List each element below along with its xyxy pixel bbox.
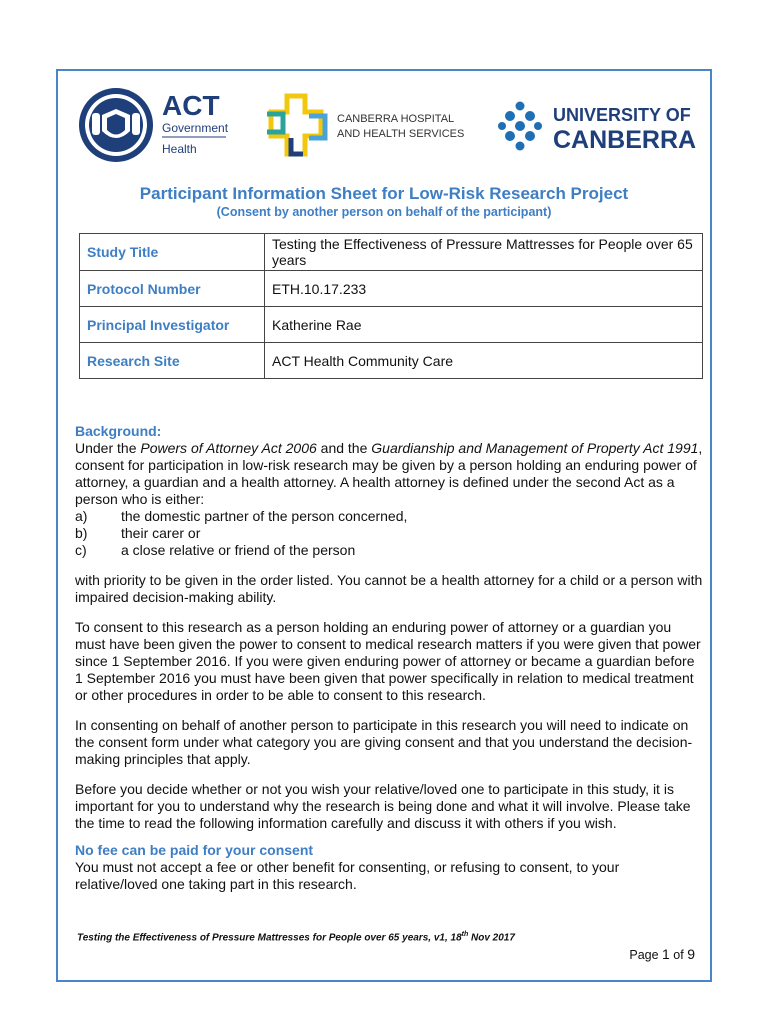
list-item-text: a close relative or friend of the person [121,542,356,558]
list-item-label: b) [75,525,88,541]
act-logo-line1: ACT [162,90,220,121]
background-heading: Background: [75,423,162,439]
chhs-logo-line1: CANBERRA HOSPITAL [337,113,455,125]
list-item [75,508,705,525]
protocol-number-value: ETH.10.17.233 [265,271,703,307]
no-fee-paragraph: You must not accept a fee or other benefit for consenting, or refusing to consent, to your relative/loved one taking part in this research. [75,859,620,892]
priority-paragraph: with priority to be given in the order listed. You cannot be a health attorney for a child or a person with impaired decision-making ability. [75,572,703,605]
study-info-table [79,233,703,379]
list-item [75,525,705,542]
consent-category-paragraph: In consenting on behalf of another person to participate in this research you will need to indicate on the consent form under what category you are giving consent and that you understand the decision-making principles that apply. [75,717,693,767]
research-site-label: Research Site [80,343,265,379]
page-title: Participant Information Sheet for Low-Risk Research Project [139,184,629,203]
decision-paragraph: Before you decide whether or not you wish your relative/loved one to participate in this study, it is important for you to understand why the research is being done and what it will involve. Please take the time to read the following information carefully and discuss it with others if you wish. [75,781,691,831]
chhs-logo-line2: AND HEALTH SERVICES [337,128,465,140]
document-body [75,423,705,893]
intro-text: , consent for participation in low-risk research may be given by a person holding an enduring power of attorney, a guardian and a health attorney. A health attorney is defined under the second Act as a person who is either: [75,440,703,507]
act-name: Guardianship and Management of Property Act 1991 [371,440,699,456]
page-number [629,946,695,962]
list-item-text: their carer or [121,525,201,541]
page-prefix: Page [629,948,663,962]
attorney-list [75,508,705,559]
list-item-label: c) [75,542,87,558]
study-title-value: Testing the Effectiveness of Pressure Mattresses for People over 65 years [265,234,703,271]
page-total: 9 [687,946,695,962]
act-logo-line3: Health [162,142,197,156]
page-subtitle: (Consent by another person on behalf of the participant) [216,205,552,219]
research-site-value: ACT Health Community Care [265,343,703,379]
footer-sup: th [461,931,469,938]
list-item-label: a) [75,508,88,524]
consent-power-paragraph: To consent to this research as a person holding an enduring power of attorney or a guardian you must have been given the power to consent to medical research matters if you were given that power since 1 September 2016. If you were given enduring power of attorney or became a guardian before 1 September 2016 you must have been given that power specifically in relation to medical treatment or other procedures in order to be able to consent to this research. [75,619,701,703]
principal-investigator-value: Katherine Rae [265,307,703,343]
chhs-logo [263,92,478,158]
principal-investigator-label: Principal Investigator [80,307,265,343]
act-name: Powers of Attorney Act 2006 [140,440,317,456]
study-title-label: Study Title [80,234,265,271]
table-row [80,343,703,379]
university-of-canberra-logo [498,98,708,154]
uc-logo-line2: CANBERRA [553,126,697,154]
protocol-number-label: Protocol Number [80,271,265,307]
table-row [80,271,703,307]
page-sep: of [669,948,688,962]
act-logo-line2: Government [162,121,228,135]
list-item [75,542,705,559]
document-footer [77,931,515,943]
uc-logo-line1: UNIVERSITY OF [553,105,691,125]
no-fee-heading: No fee can be paid for your consent [75,842,314,858]
intro-text: Under the [75,440,141,456]
list-item-text: the domestic partner of the person concerned, [121,508,408,524]
table-row [80,307,703,343]
logo-strip [78,85,708,165]
page-current: 1 [662,946,670,962]
table-row [80,234,703,271]
intro-text: and the [316,440,372,456]
background-intro [75,440,705,508]
act-government-health-logo [78,85,228,165]
footer-text: Testing the Effectiveness of Pressure Mattresses for People over 65 years, v1, 18 [77,932,462,944]
footer-text: Nov 2017 [468,932,515,944]
